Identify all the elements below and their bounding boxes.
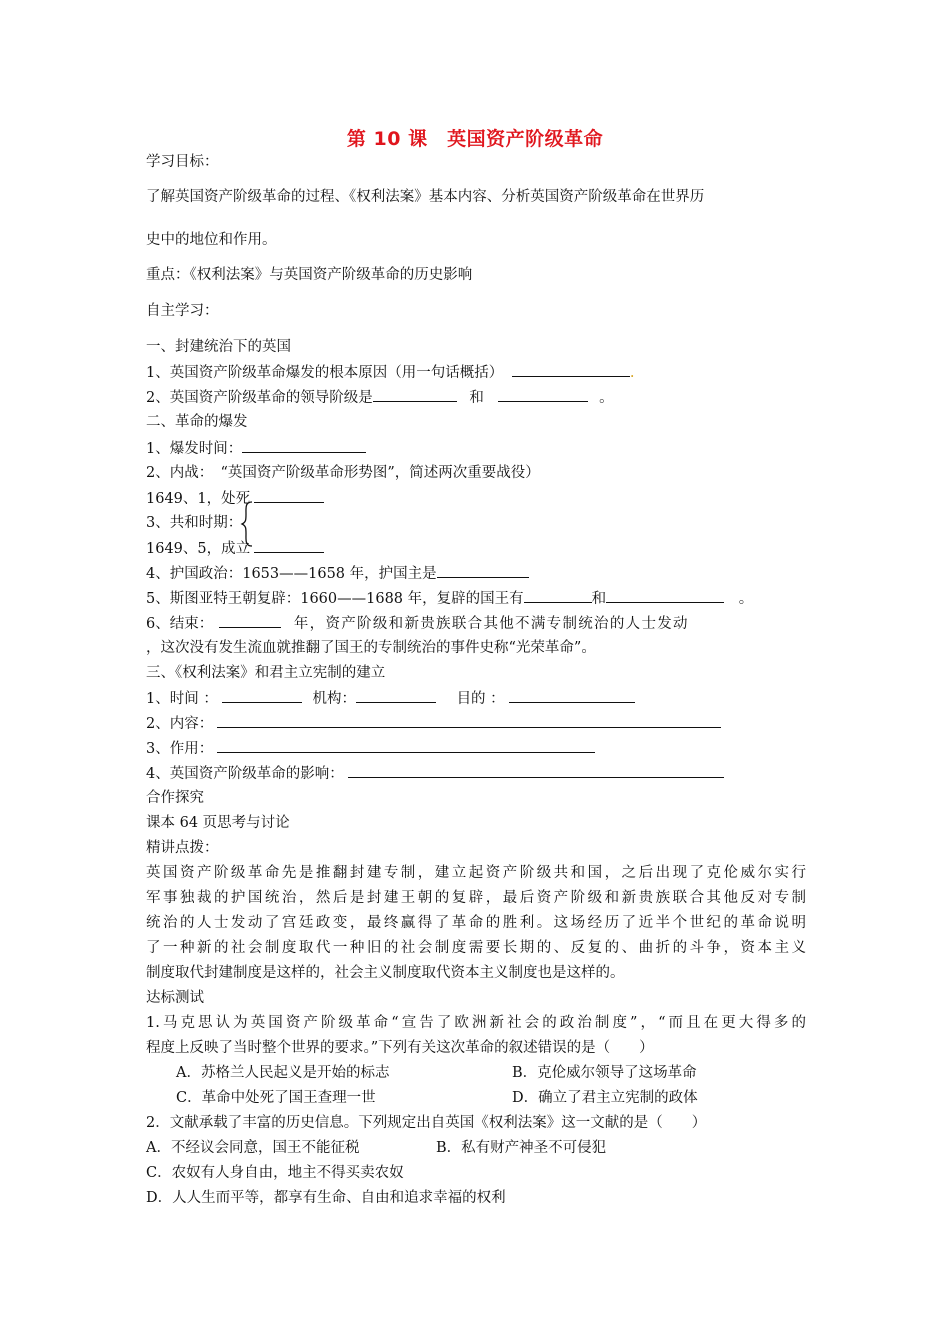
- answer-blank[interactable]: [254, 488, 324, 503]
- answer-blank[interactable]: [498, 387, 588, 402]
- section-2-q5: [146, 588, 753, 609]
- section-2-republic: 3、共和时期：: [146, 515, 243, 531]
- answer-blank[interactable]: [348, 763, 724, 778]
- end-label: 6、结束：: [146, 616, 214, 632]
- restoration-text: 5、斯图亚特王朝复辟：1660——1688 年，复辟的国王有: [146, 591, 524, 607]
- content-label: 2、内容：: [146, 716, 214, 732]
- section-2-q6: [146, 613, 689, 634]
- answer-blank[interactable]: [437, 563, 529, 578]
- section-2-line-1649-5: [146, 538, 324, 559]
- section-3-q4: [146, 763, 724, 784]
- section-2-q6-cont: ，这次没有发生流血就推翻了国王的专制统治的事件史称“光荣革命”。: [146, 640, 596, 656]
- question-1-line-1: 1.马克思认为英国资产阶级革命“宣告了欧洲新社会的政治制度”，“而且在更大得多的: [146, 1015, 806, 1031]
- answer-blank[interactable]: [373, 387, 457, 402]
- answer-blank[interactable]: [512, 362, 630, 377]
- establish-label: 1649、5，成立: [146, 541, 251, 557]
- focus-line: 重点：《权利法案》与英国资产阶级革命的历史影响: [146, 267, 473, 283]
- paragraph-line-4: 了一种新的社会制度取代一种旧的社会制度需要长期的、反复的、曲折的斗争，资本主义: [146, 940, 806, 956]
- period-text: 。: [599, 390, 614, 406]
- section-1-q2: [146, 387, 614, 408]
- section-2-q2: 2、内战： “英国资产阶级革命形势图”，简述两次重要战役）: [146, 465, 540, 481]
- time-label: 1、时间 ：: [146, 691, 218, 707]
- section-2-q1: [146, 438, 366, 459]
- section-1-heading: 一、封建统治下的英国: [146, 339, 291, 355]
- goals-line-2: 史中的地位和作用。: [146, 232, 277, 248]
- institution-label: 机构：: [312, 691, 356, 707]
- paragraph-line-5: 制度取代封建制度是这样的，社会主义制度取代资本主义制度也是这样的。: [146, 965, 625, 981]
- and-text: 和: [469, 390, 484, 406]
- goals-heading: 学习目标：: [146, 154, 219, 170]
- section-3-heading: 三、《权利法案》和君主立宪制的建立: [146, 665, 386, 681]
- question-2-line: 2．文献承载了丰富的历史信息。下列规定出自英国《权利法案》这一文献的是（ ）: [146, 1115, 707, 1131]
- end-text: 年，资产阶级和新贵族联合其他不满专制统治的人士发动: [293, 616, 689, 632]
- section-3-q3: [146, 738, 595, 759]
- section-2-heading: 二、革命的爆发: [146, 414, 248, 430]
- stray-dot: .: [629, 365, 635, 381]
- answer-blank[interactable]: [356, 688, 436, 703]
- section-3-q2: [146, 713, 721, 734]
- section-1-q2-text: 2、英国资产阶级革命的领导阶级是: [146, 390, 373, 406]
- answer-blank[interactable]: [217, 713, 721, 728]
- section-1-q1: [146, 362, 634, 383]
- question-2-option-c[interactable]: C．农奴有人身自由，地主不得买卖农奴: [146, 1165, 404, 1181]
- paragraph-line-2: 军事独裁的护国统治，然后是封建王朝的复辟，最后资产阶级和新贵族联合其他反对专制: [146, 890, 806, 906]
- effect-label: 3、作用：: [146, 741, 214, 757]
- key-points-heading: 精讲点拨：: [146, 840, 219, 856]
- answer-blank[interactable]: [219, 613, 281, 628]
- section-1-q1-text: 1、英国资产阶级革命爆发的根本原因（用一句话概括）: [146, 365, 504, 381]
- answer-blank[interactable]: [254, 538, 324, 553]
- answer-blank[interactable]: [222, 688, 302, 703]
- section-2-line-1649-1: [146, 488, 324, 509]
- section-2-q1-text: 1、爆发时间：: [146, 441, 243, 457]
- goals-line-1: 了解英国资产阶级革命的过程、《权利法案》基本内容、分析英国资产阶级革命在世界历: [146, 189, 705, 205]
- purpose-label: 目的 ：: [456, 691, 505, 707]
- execution-label: 1649、1，处死: [146, 491, 251, 507]
- section-2-q4: [146, 563, 529, 584]
- self-study-heading: 自主学习：: [146, 303, 219, 319]
- question-1-line-2: 程度上反映了当时整个世界的要求。”下列有关这次革命的叙述错误的是（ ）: [146, 1040, 654, 1056]
- question-2-option-a[interactable]: A．不经议会同意，国王不能征税: [146, 1140, 360, 1156]
- impact-label: 4、英国资产阶级革命的影响：: [146, 766, 344, 782]
- answer-blank[interactable]: [217, 738, 595, 753]
- coop-heading: 合作探究: [146, 790, 204, 806]
- question-1-option-c[interactable]: C．革命中处死了国王查理一世: [176, 1090, 376, 1106]
- question-1-option-d[interactable]: D．确立了君主立宪制的政体: [512, 1090, 698, 1106]
- question-2-option-d[interactable]: D．人人生而平等，都享有生命、自由和追求幸福的权利: [146, 1190, 506, 1206]
- question-1-option-b[interactable]: B．克伦威尔领导了这场革命: [512, 1065, 697, 1081]
- question-2-option-b[interactable]: B．私有财产神圣不可侵犯: [436, 1140, 607, 1156]
- answer-blank[interactable]: [509, 688, 635, 703]
- and-text: 和: [591, 591, 607, 607]
- paragraph-line-3: 统治的人士发动了宫廷政变，最终赢得了革命的胜利。这场经历了近半个世纪的革命说明: [146, 915, 806, 931]
- page-title: 第 10 课 英国资产阶级革命: [346, 128, 604, 150]
- answer-blank[interactable]: [242, 438, 366, 453]
- protectorate-text: 4、护国政治：1653——1658 年，护国主是: [146, 566, 437, 582]
- paragraph-line-1: 英国资产阶级革命先是推翻封建专制，建立起资产阶级共和国，之后出现了克伦威尔实行: [146, 865, 806, 881]
- section-3-q1: [146, 688, 635, 709]
- answer-blank[interactable]: [606, 588, 724, 603]
- textbook-line: 课本 64 页思考与讨论: [146, 815, 290, 831]
- period-text: 。: [738, 591, 754, 607]
- question-1-option-a[interactable]: A．苏格兰人民起义是开始的标志: [176, 1065, 390, 1081]
- answer-blank[interactable]: [524, 588, 592, 603]
- test-heading: 达标测试: [146, 990, 204, 1006]
